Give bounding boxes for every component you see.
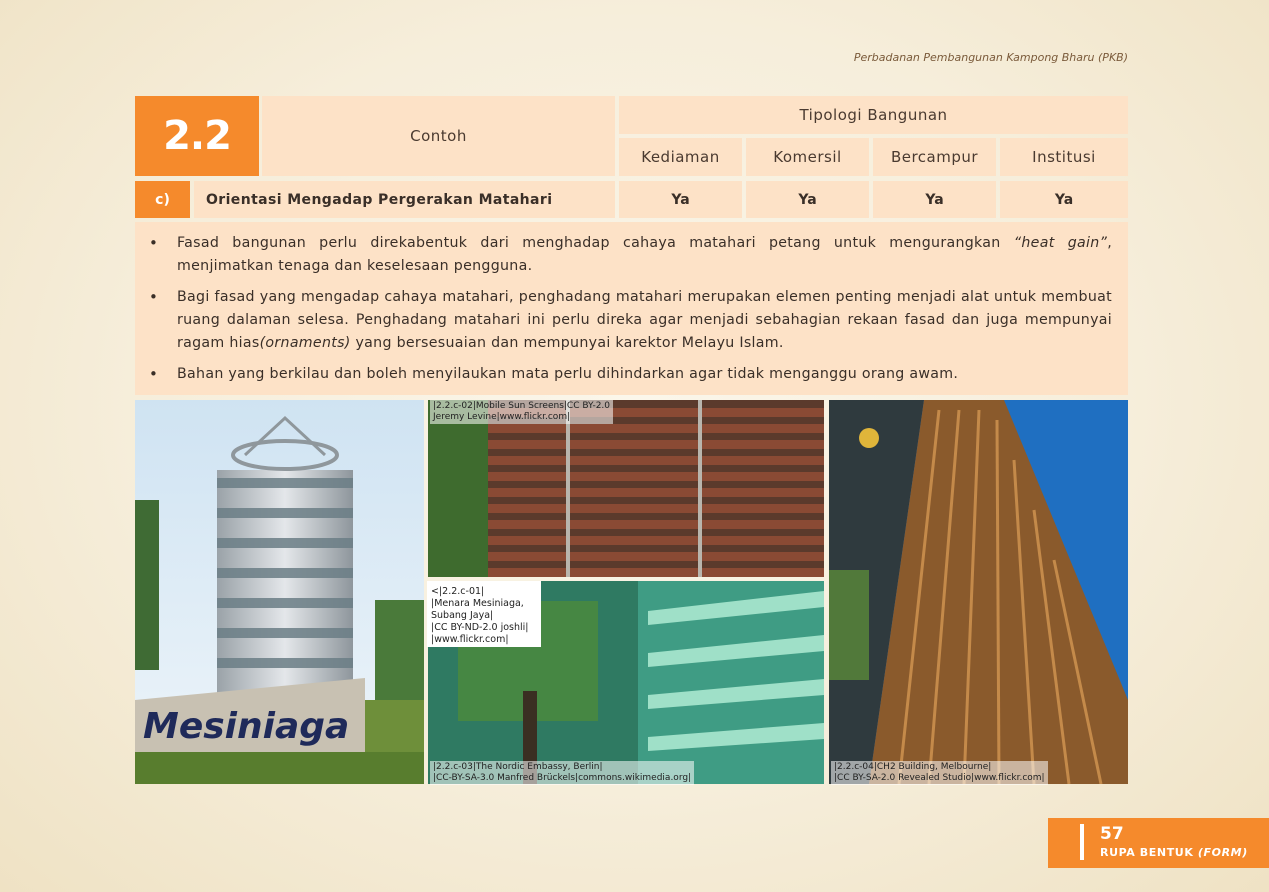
photo-menara-mesiniaga <box>135 400 424 784</box>
caption-photo-02: |2.2.c-02|Mobile Sun Screens|CC BY-2.0 Jeremy Levine|www.flickr.com| <box>430 400 613 424</box>
menara-mesiniaga-illustration <box>135 400 424 784</box>
typology-institusi: Institusi <box>1000 138 1128 176</box>
row-letter-cell <box>135 181 190 218</box>
document-header: Perbadanan Pembangunan Kampong Bharu (PKB) <box>853 51 1128 64</box>
value-bercampur: Ya <box>873 181 996 218</box>
mesiniaga-sign: Mesiniaga <box>143 706 350 747</box>
typology-komersil: Komersil <box>746 138 869 176</box>
page-number: 57 <box>1100 824 1124 844</box>
ch2-building-illustration <box>829 400 1128 784</box>
section-number-cell <box>135 96 259 176</box>
typology-label: Tipologi Bangunan <box>799 106 948 124</box>
value-komersil: Ya <box>746 181 869 218</box>
typology-bercampur: Bercampur <box>873 138 996 176</box>
caption-photo-03: |2.2.c-03|The Nordic Embassy, Berlin| |CC-BY-SA-3.0 Manfred Brückels|commons.wikimedia.org| <box>430 761 694 785</box>
page-footer <box>1048 818 1269 868</box>
sun-screens-illustration <box>428 400 824 577</box>
caption-photo-04: |2.2.c-04|CH2 Building, Melbourne| |CC BY-SA-2.0 Revealed Studio|www.flickr.com| <box>831 761 1048 785</box>
guideline-content <box>135 222 1128 395</box>
section-number: 2.2 <box>163 113 231 159</box>
example-header-cell <box>262 96 615 176</box>
row-title: Orientasi Mengadap Pergerakan Matahari <box>206 191 553 208</box>
footer-divider <box>1080 824 1084 860</box>
example-label: Contoh <box>410 127 467 145</box>
photo-mobile-sun-screens <box>428 400 824 577</box>
row-letter: c) <box>155 191 170 208</box>
bullet-item: • Bahan yang berkilau dan boleh menyilaukan mata perlu dihindarkan agar tidak menganggu orang awam. <box>177 363 1112 386</box>
bullet-item: • Fasad bangunan perlu direkabentuk dari menghadap cahaya matahari petang untuk mengurangkan “heat gain”, menjimatkan tenaga dan keselesaan pengguna. <box>177 232 1112 278</box>
typology-header-cell <box>619 96 1128 134</box>
value-institusi: Ya <box>1000 181 1128 218</box>
photo-ch2-building <box>829 400 1128 784</box>
caption-photo-01: <|2.2.c-01| |Menara Mesiniaga, Subang Jaya| |CC BY-ND-2.0 joshli| |www.flickr.com| <box>427 581 541 647</box>
row-title-cell <box>194 181 615 218</box>
chapter-label: RUPA BENTUK (FORM) <box>1100 846 1248 859</box>
value-kediaman: Ya <box>619 181 742 218</box>
typology-kediaman: Kediaman <box>619 138 742 176</box>
bullet-item: • Bagi fasad yang mengadap cahaya matahari, penghadang matahari merupakan elemen penting menjadi alat untuk membuat ruang dalaman selesa. Penghadang matahari ini perlu direka agar menjadi sebahagian rekaan fasad dan juga mempunyai ragam hias(ornaments) yang bersesuaian dan mempunyai karektor Melayu Islam. <box>177 286 1112 355</box>
